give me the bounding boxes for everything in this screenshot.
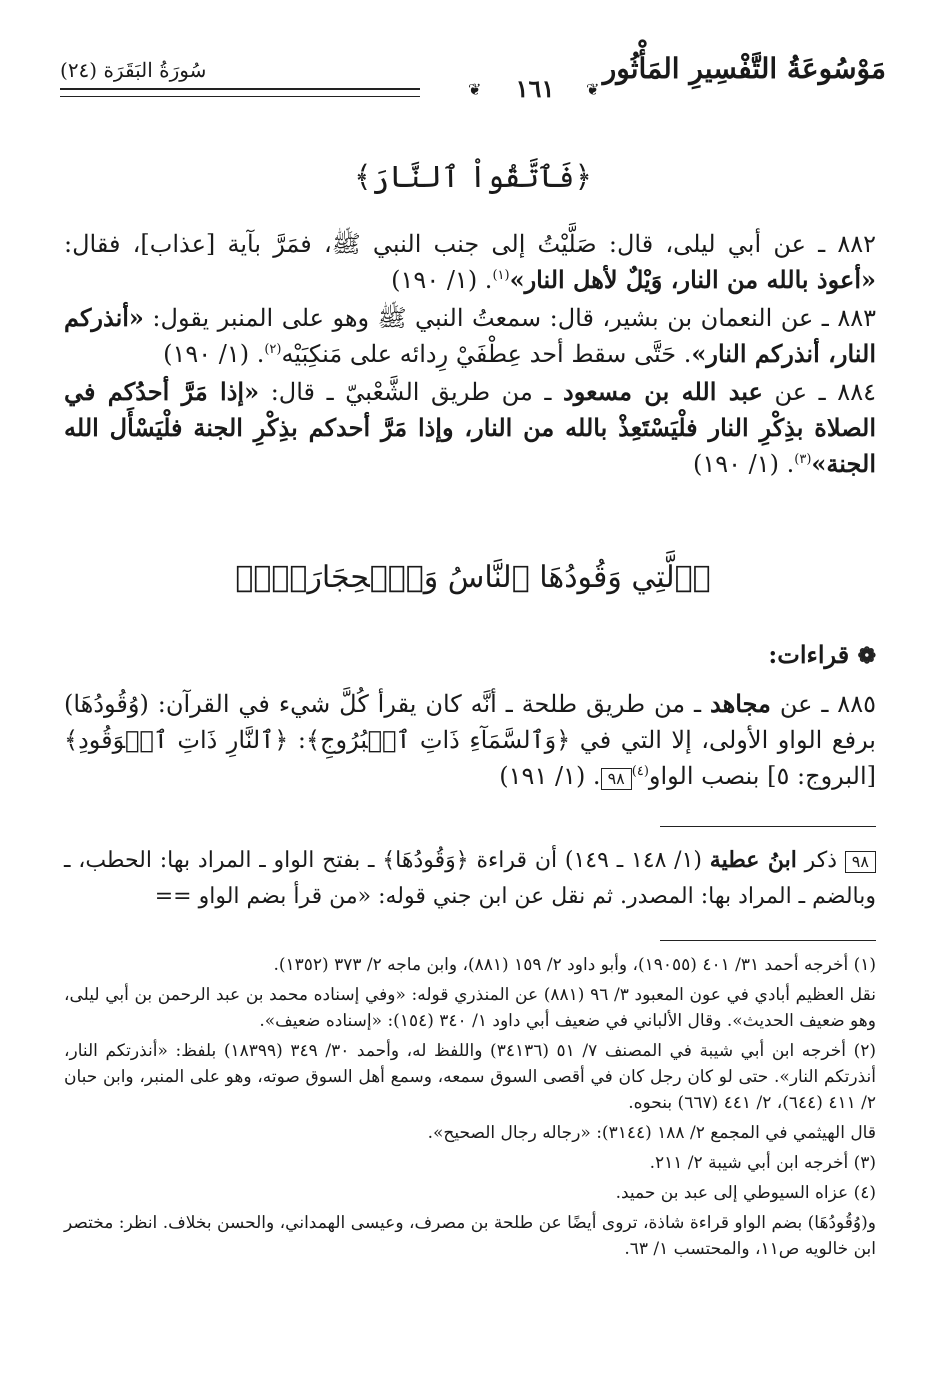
footnotes	[64, 952, 876, 1266]
page-number: ١٦١	[515, 74, 555, 103]
hadith-883: ٨٨٣ ـ عن النعمان بن بشير، قال: سمعتُ النبي ﷺ وهو على المنبر يقول: «أنذركم النار، أنذركم النار». حَتَّى سقط أحد عِطْفَيْ رِدائه على مَنكِبَيْه$^{(٢)}$. (١/ ١٩٠)	[64, 303, 876, 368]
footnote-marker: (٣)	[794, 452, 812, 467]
commentary-separator	[660, 826, 876, 827]
footnote-marker: (٢)	[264, 342, 282, 357]
commentary-number-box: ٩٨	[845, 851, 876, 873]
footnote: قال الهيثمي في المجمع ٢/ ١٨٨ (٣١٤٤): «رجاله رجال الصحيح».	[427, 1123, 876, 1143]
footnote: (٢) أخرجه ابن أبي شيبة في المصنف ٧/ ٥١ (٣٤١٣٦) واللفظ له، وأحمد ٣٠/ ٣٤٩ (١٨٣٩٩) بلفظ: «أنذرتكم النار، أنذرتكم النار». حتى لو كان رجل كان في أقصى السوق سمعه، وسمع أهل السوق صوته، وهو على المنبر، وابن حبان ٢/ ٤١١ (٦٤٤)، ٢/ ٤٤١ (٦٦٧) بنحوه.	[64, 1041, 876, 1113]
book-title: مَوْسُوعَةُ التَّفْسِيرِ المَأْثُور	[602, 52, 886, 85]
commentary-ref-box: ٩٨	[601, 768, 632, 790]
hadith-882: ٨٨٢ ـ عن أبي ليلى، قال: صَلَّيْتُ إلى جنب النبي ﷺ، فمَرَّ بآية [عذاب]، فقال: «أعوذ بالله من النار، وَيْلٌ لأهل النار»$^{(١)}$. (١/ ١٩٠)	[64, 230, 876, 294]
footnote-marker: (١)	[492, 268, 510, 283]
page-header	[60, 52, 886, 110]
footnote: نقل العظيم أبادي في عون المعبود ٣/ ٩٦ (٨٨١) عن المنذري قوله: «وفي إسناده محمد بن عبد الرحمن بن أبي ليلى، وهو ضعيف الحديث». وقال الألباني في ضعيف أبي داود ١/ ٣٤٠ (١٥٤): «إسناده ضعيف».	[64, 985, 876, 1031]
ornament-icon: ❦	[586, 80, 600, 99]
commentary-block: ٩٨ ذكر ابنُ عطية (١/ ١٤٨ ـ ١٤٩) أن قراءة ﴿وَقُودُهَا﴾ ـ بفتح الواو ـ المراد بها: الحطب، ـ وبالضم ـ المراد بها: المصدر. ثم نقل عن ابن جني قوله: «من قرأ بضم الواو ==	[64, 847, 876, 909]
footnote: (٣) أخرجه ابن أبي شيبة ٢/ ٢١١.	[649, 1153, 876, 1173]
hadith-884: ٨٨٤ ـ عن عبد الله بن مسعود ـ من طريق الشَّعْبيّ ـ قال: «إذا مَرَّ أحدُكم في الصلاة بذِكْرِ النار فلْيَسْتَعِذْ بالله من النار، وإذا مَرَّ أحدكم بذِكْرِ الجنة فلْيَسْأَل الله الجنة»$^{(٣)}$. (١/ ١٩٠)	[64, 377, 876, 478]
quran-verse-heading: ﴿فَٱتَّقُواْ ٱلنَّارَ﴾	[353, 160, 593, 195]
flower-icon: ❁	[857, 643, 876, 669]
footnote: و(وُقُودُهَا) بضم الواو قراءة شاذة، تروى أيضًا عن طلحة بن مصرف، وعيسى الهمداني، والحسن بخلاف. انظر: مختصر ابن خالويه ص١١، والمحتسب ١/ ٦٣.	[64, 1213, 876, 1259]
header-rule	[60, 74, 886, 108]
ornament-icon: ❦	[468, 80, 482, 99]
hadith-block	[64, 226, 876, 484]
quran-verse-heading: ﴿ٱلَّتِي وَقُودُهَا ٱلنَّاسُ وَٱلۡحِجَارَةُۖ﴾	[235, 560, 711, 595]
qiraat-heading: ❁ قراءات:	[768, 640, 876, 669]
header-rule-left	[60, 88, 420, 97]
surah-reference: سُورَةُ البَقَرَة (٢٤)	[60, 58, 207, 82]
footnote-separator	[660, 940, 876, 941]
footnote-marker: (٤)	[631, 764, 649, 779]
qiraat-block	[64, 686, 876, 796]
footnote: (١) أخرجه أحمد ٣١/ ٤٠١ (١٩٠٥٥)، وأبو داود ٢/ ١٥٩ (٨٨١)، وابن ماجه ٢/ ٣٧٣ (١٣٥٢).	[273, 955, 876, 975]
footnote: (٤) عزاه السيوطي إلى عبد بن حميد.	[615, 1183, 876, 1203]
qiraat-885: ٨٨٥ ـ عن مجاهد ـ من طريق طلحة ـ أنَّه كان يقرأ كُلَّ شيء في القرآن: (وُقُودُهَا) برفع الواو الأولى، إلا التي في ﴿وَٱلسَّمَآءِ ذَاتِ ٱلۡبُرُوجِ﴾: ﴿ٱلنَّارِ ذَاتِ ٱلۡوَقُودِ﴾ [البروج: ٥] بنصب الواو$^{(٤)}$٩٨. (١/ ١٩١)	[64, 689, 876, 790]
